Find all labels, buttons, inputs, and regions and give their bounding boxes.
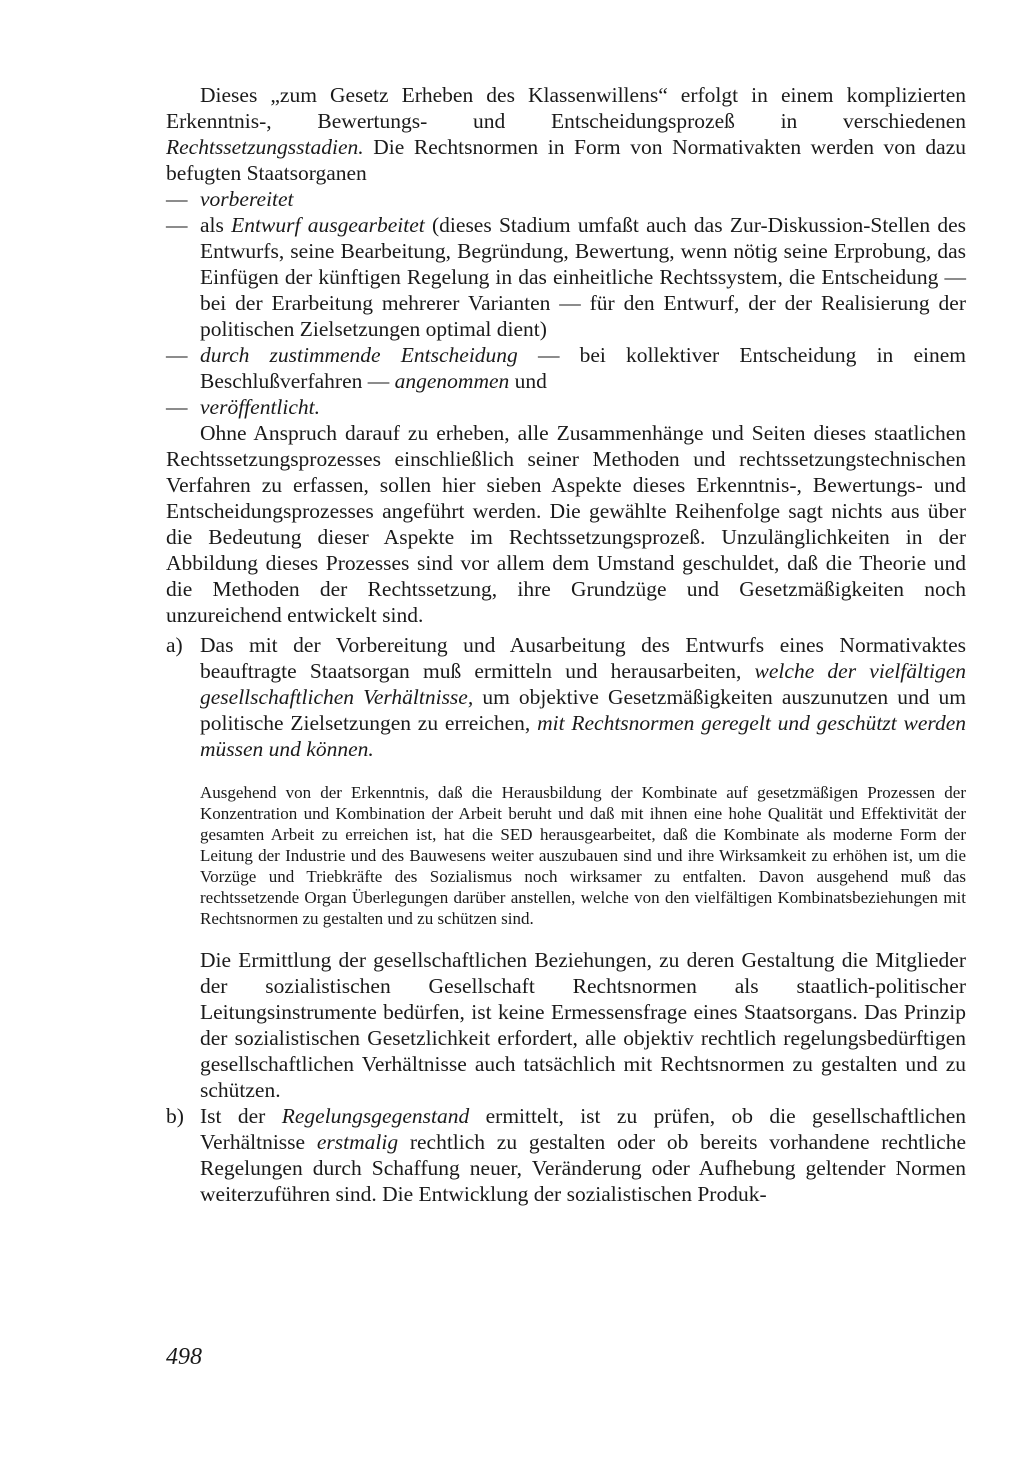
intro-text-1: Dieses „zum Gesetz Erheben des Klassenwillens“ erfolgt in einem komplizierten Erkenntnis-, Bewertungs- und Entscheidungsprozeß in verschiedenen [166, 83, 966, 133]
stage-emphasis: angenommen [394, 369, 510, 393]
item-b-emphasis: Regelungsgegenstand [281, 1104, 470, 1128]
dash-marker: — [166, 187, 188, 211]
intro-emphasis: Rechtssetzungsstadien. [166, 135, 364, 159]
item-a-emphasis: mit Rechtsnormen geregelt und geschützt werden müssen und können. [200, 711, 966, 761]
example-paragraph: Ausgehend von der Erkenntnis, daß die Herausbildung der Kombinate auf gesetzmäßigen Prozessen der Konzentration und Kombination der Arbeit beruht und daß mit ihnen eine hohe Qualität und Effektivität der gesamten Arbeit zu erreichen ist, hat die SED herausgearbeitet, daß die Kombinate als moderne Form der Leitung der Industrie und des Bauwesens weiter auszubauen sind und ihre Wirksamkeit zu erhöhen ist, um die Vorzüge und Triebkräfte des Sozialismus noch wirksamer zu entfalten. Davon ausgehend muß das rechtssetzende Organ Überlegungen darüber anstellen, welche von den vielfältigen Kombinatsbeziehungen mit Rechtsnormen zu gestalten und zu schützen sind. [200, 783, 966, 928]
stage-emphasis: durch zustimmende Entscheidung [200, 343, 518, 367]
stage-emphasis: vorbereitet [200, 187, 294, 211]
stage-item-drafted [166, 212, 966, 342]
intro-paragraph [166, 82, 966, 186]
item-a-text: um objektive Gesetzmäßigkeiten auszunutzen und um politische Zielsetzungen zu erreichen, [200, 685, 967, 735]
item-a-text: Das mit der Vorbereitung und Ausarbeitung des Entwurfs eines Normativaktes beauftragte Staatsorgan muß ermitteln und herausarbeiten, [200, 633, 966, 683]
text-column [166, 82, 966, 1207]
dash-marker: — [166, 395, 188, 419]
stage-text: (dieses Stadium umfaßt auch das Zur-Diskussion-Stellen des Entwurfs, seine Bearbeitung, Begründung, Bewertung, wenn nötig seine Erprobung, das Einfügen der künftigen Regelung in das einheitliche Rechtssystem, die Entscheidung — bei der Erarbeitung mehrerer Varianten — für den Entwurf, der der Realisierung der politischen Zielsetzungen optimal dient) [200, 213, 966, 341]
stage-text: als [200, 213, 232, 237]
list-item-a [166, 632, 966, 762]
item-b-emphasis: erstmalig [316, 1130, 399, 1154]
item-marker-b: b) [166, 1104, 184, 1128]
item-b-text: ermittelt, ist zu prüfen, ob die gesellschaftlichen Verhältnisse [200, 1104, 967, 1154]
item-a-emphasis: welche der vielfältigen gesellschaftlichen Verhältnisse, [200, 659, 966, 709]
dash-marker: — [166, 343, 188, 367]
stage-item-published [166, 394, 966, 420]
page-number: 498 [166, 1344, 202, 1370]
stage-text: und [509, 369, 547, 393]
item-b-text: Ist der [200, 1104, 282, 1128]
stage-emphasis: veröffentlicht. [200, 395, 321, 419]
determination-paragraph: Die Ermittlung der gesellschaftlichen Beziehungen, zu deren Gestaltung die Mitglieder der sozialistischen Gesellschaft Rechtsnormen als staatlich-politischer Leitungsinstrumente bedürfen, ist keine Ermessensfrage eines Staatsorgans. Das Prinzip der sozialistischen Gesetzlichkeit erfordert, alle objektiv rechtlich regelungsbedürftigen gesellschaftlichen Verhältnisse auch tatsächlich mit Rechtsnormen zu gestalten und zu schützen. [200, 948, 966, 1102]
aspects-paragraph: Ohne Anspruch darauf zu erheben, alle Zusammenhänge und Seiten dieses staatlichen Rechtssetzungsprozesses einschließlich seiner Methoden und rechtssetzungstechnischen Verfahren zu erfassen, sollen hier sieben Aspekte dieses Erkenntnis-, Bewertungs- und Entscheidungsprozesses angeführt werden. Die gewählte Reihenfolge sagt nichts aus über die Bedeutung dieser Aspekte im Rechtssetzungsprozeß. Unzulänglichkeiten in der Abbildung dieses Prozesses sind vor allem dem Umstand geschuldet, daß die Theorie und die Methoden der Rechtssetzung, ihre Grundzüge und Gesetzmäßigkeiten noch unzureichend entwickelt sind. [166, 421, 966, 627]
stage-item-decided [166, 342, 966, 394]
dash-marker: — [166, 213, 188, 237]
stage-emphasis: Entwurf ausgearbeitet [231, 213, 425, 237]
item-b-text: rechtlich zu gestalten oder ob bereits vorhandene rechtliche Regelungen durch Schaffung neuer, Veränderung oder Aufhebung geltender Normen weiterzuführen sind. Die Entwicklung der sozialistischen Produk- [200, 1130, 967, 1206]
intro-text-2: Die Rechtsnormen in Form von Normativakten werden von dazu befugten Staatsorganen [166, 135, 966, 185]
stage-text: — bei kollektiver Entscheidung in einem Beschlußverfahren — [200, 343, 966, 393]
stage-item-prepared [166, 186, 966, 212]
item-marker-a: a) [166, 633, 183, 657]
list-item-b [166, 1103, 966, 1207]
